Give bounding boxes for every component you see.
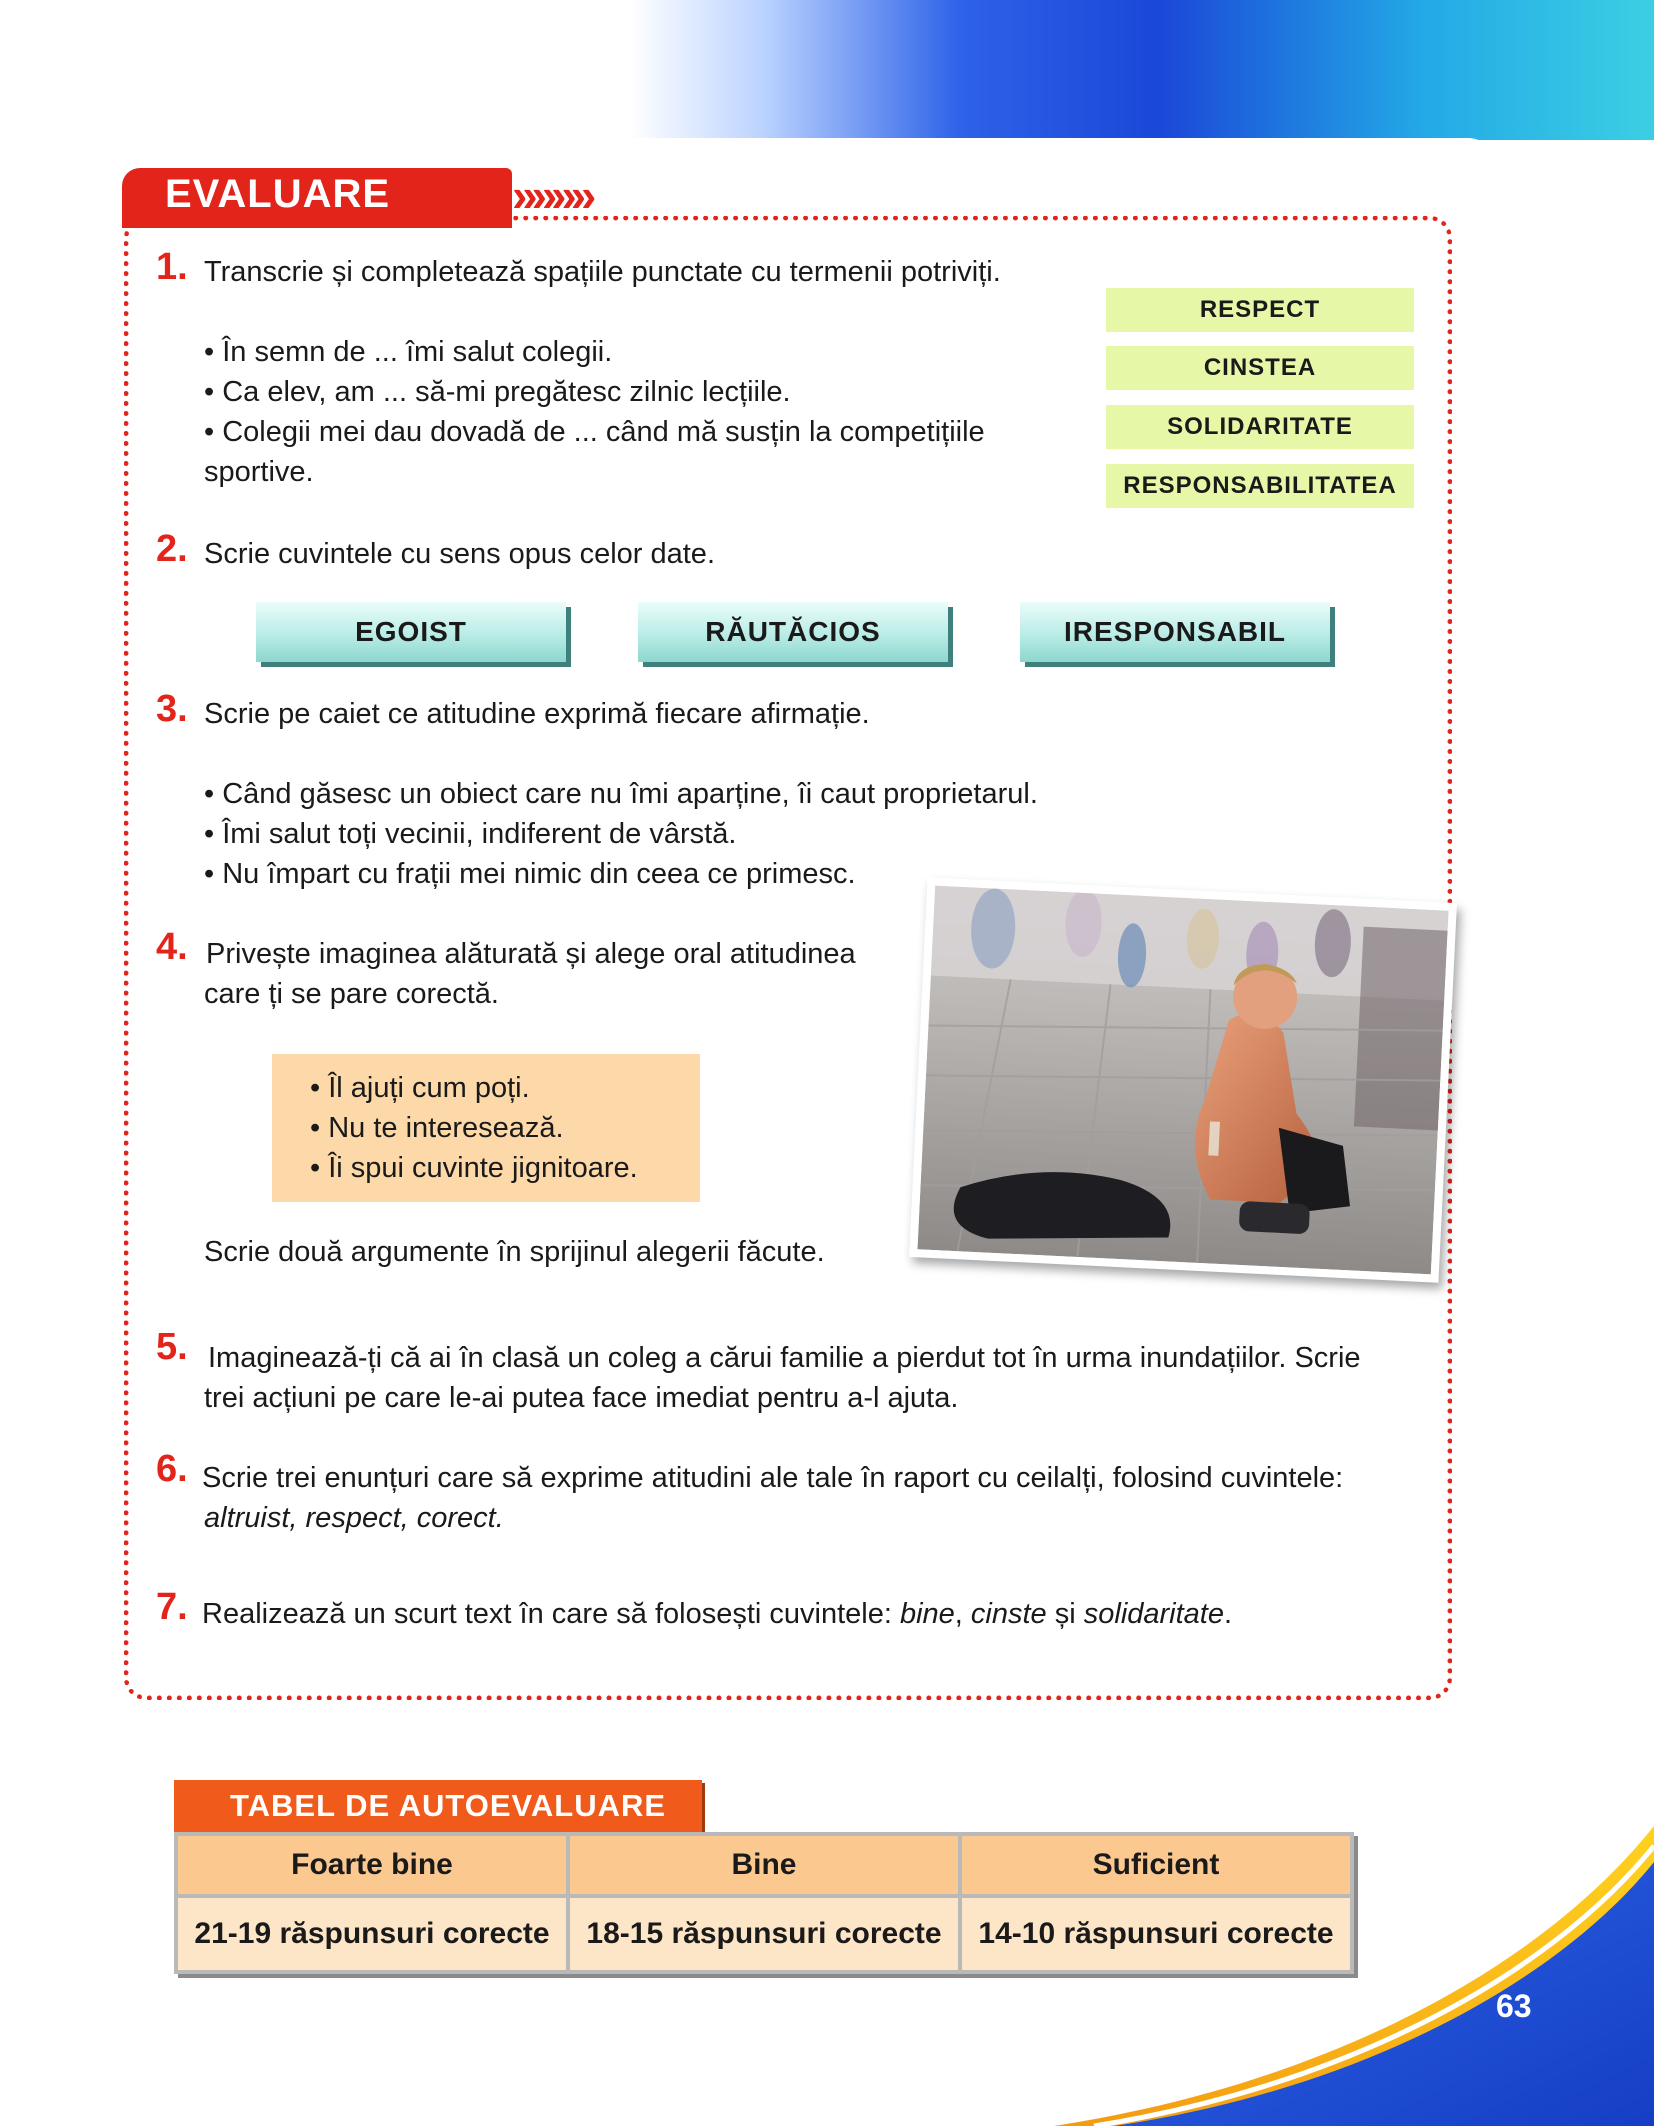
question-7-text-before: Realizează un scurt text în care să folosești cuvintele: (202, 1598, 900, 1630)
chevron-arrows: »»»» (512, 169, 591, 221)
list-item: • Îl ajuți cum poți. (310, 1072, 530, 1104)
question-3-text: Scrie pe caiet ce atitudine exprimă fiecare afirmație. (204, 698, 870, 730)
question-7-word-bine: bine (899, 1598, 955, 1630)
list-item: • Nu te interesează. (310, 1112, 564, 1144)
question-7-number: 7. (156, 1586, 188, 1628)
header-suficient: Suficient (962, 1836, 1350, 1894)
top-banner-fade (0, 0, 640, 140)
cell-foarte-bine: 21-19 răspunsuri corecte (178, 1898, 566, 1970)
table-row (178, 1898, 1350, 1970)
header-foarte-bine: Foarte bine (178, 1836, 566, 1894)
question-4-text-line2: care ți se pare corectă. (204, 978, 499, 1010)
question-3-number: 3. (156, 688, 188, 730)
question-7-word-solidaritate: solidaritate (1083, 1598, 1224, 1630)
question-3-bullets (204, 774, 1038, 894)
word-rautacios: RĂUTĂCIOS (638, 602, 948, 662)
word-chip-cinstea: CINSTEA (1106, 346, 1414, 390)
question-2-number: 2. (156, 528, 188, 570)
list-item: • Colegii mei dau dovadă de ... când mă susțin la competițiile (204, 416, 985, 448)
question-1-bullets (204, 332, 985, 492)
cell-suficient: 14-10 răspunsuri corecte (962, 1898, 1350, 1970)
page-number: 63 (1496, 1988, 1532, 2024)
list-item: • Nu împart cu frații mei nimic din ceea ce primesc. (204, 858, 856, 890)
self-eval-title: TABEL DE AUTOEVALUARE (230, 1788, 667, 1823)
question-6-text-line2: altruist, respect, corect. (204, 1502, 504, 1534)
question-5-text-line2: trei acțiuni pe care le-ai putea face imediat pentru a-l ajuta. (204, 1382, 959, 1414)
cell-bine: 18-15 răspunsuri corecte (570, 1898, 958, 1970)
question-4-text-line1: Privește imaginea alăturată și alege oral atitudinea (206, 938, 856, 970)
question-4-options (310, 1068, 638, 1188)
list-item: • Când găsesc un obiect care nu îmi aparține, îi caut proprietarul. (204, 778, 1038, 810)
photo-boy-on-street (909, 877, 1457, 1282)
section-title: EVALUARE (165, 172, 391, 216)
word-chip-responsabilitatea: RESPONSABILITATEA (1106, 464, 1414, 508)
question-7-text (202, 1594, 1232, 1634)
list-item: • Îi spui cuvinte jignitoare. (310, 1152, 638, 1184)
word-chip-respect: RESPECT (1106, 288, 1414, 332)
question-2-text: Scrie cuvintele cu sens opus celor date. (204, 538, 715, 570)
question-6-number: 6. (156, 1448, 188, 1490)
question-5-number: 5. (156, 1326, 188, 1368)
word-iresponsabil: IRESPONSABIL (1020, 602, 1330, 662)
word-chip-solidaritate: SOLIDARITATE (1106, 405, 1414, 449)
question-1-number: 1. (156, 246, 188, 288)
list-item: • Ca elev, am ... să-mi pregătesc zilnic lecțiile. (204, 376, 791, 408)
question-6-text-line1: Scrie trei enunțuri care să exprime atitudini ale tale în raport cu ceilalți, folosind cuvintele: (202, 1462, 1344, 1494)
table-header-row (178, 1836, 1350, 1894)
question-5-text-line1: Imaginează-ți că ai în clasă un coleg a cărui familie a pierdut tot în urma inundațiilor. Scrie (208, 1342, 1361, 1374)
header-bine: Bine (570, 1836, 958, 1894)
question-1-text: Transcrie și completează spațiile punctate cu termenii potriviți. (204, 256, 1001, 288)
period: . (1224, 1598, 1233, 1630)
photo-image (917, 886, 1448, 1275)
list-item: • În semn de ... îmi salut colegii. (204, 336, 613, 368)
question-4-followup: Scrie două argumente în sprijinul alegerii făcute. (204, 1236, 825, 1268)
question-4-number: 4. (156, 926, 188, 968)
list-item: sportive. (204, 456, 314, 488)
question-7-word-cinste: cinste (970, 1598, 1047, 1630)
word-egoist: EGOIST (256, 602, 566, 662)
separator: și (1046, 1598, 1084, 1630)
list-item: • Îmi salut toți vecinii, indiferent de vârstă. (204, 818, 737, 850)
self-eval-table (174, 1832, 1354, 1974)
separator: , (954, 1598, 971, 1630)
